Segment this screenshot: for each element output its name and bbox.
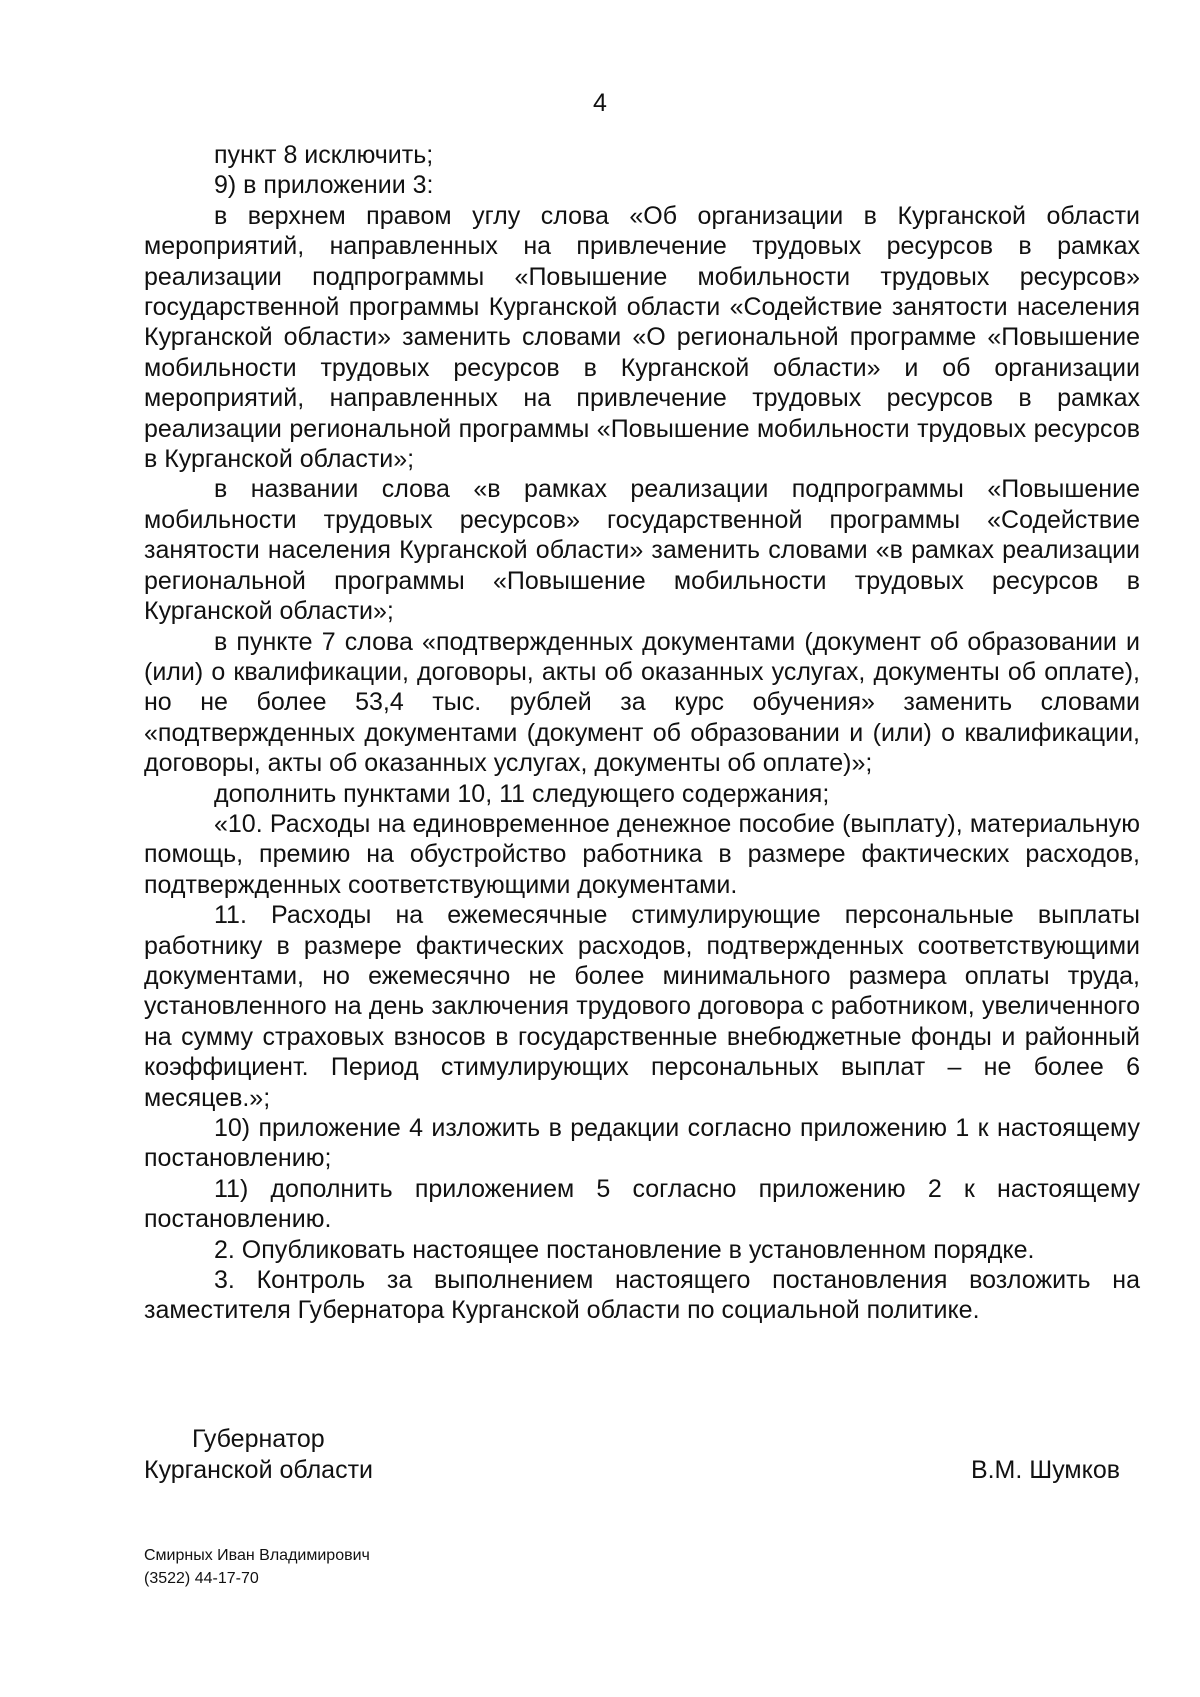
- signatory-title-line2: Курганской области: [144, 1456, 374, 1484]
- paragraph: в пункте 7 слова «подтвержденных документами (документ об образовании и (или) о квалификации, договоры, акты об оказанных услугах, документы об оплате), но не более 53,4 тыс. рублей за курс обучения» заменить словами «подтвержденных документами (документ об образовании и (или) о квалификации, договоры, акты об оказанных услугах, документы об оплате)»;: [144, 627, 1140, 778]
- paragraph: «10. Расходы на единовременное денежное пособие (выплату), материальную помощь, премию на обустройство работника в размере фактических расходов, подтвержденных соответствующими документами.: [144, 809, 1140, 899]
- signatory-title-line1: Губернатор: [192, 1425, 325, 1453]
- executor-phone: (3522) 44-17-70: [144, 1570, 259, 1587]
- paragraph: в названии слова «в рамках реализации подпрограммы «Повышение мобильности трудовых ресурсов» государственной программы «Содействие занятости населения Курганской области» заменить словами «в рамках реализации региональной программы «Повышение мобильности трудовых ресурсов в Курганской области»;: [144, 475, 1140, 626]
- document-body: [144, 140, 1140, 1326]
- paragraph: пункт 8 исключить;: [214, 141, 434, 169]
- executor-info: [144, 1544, 370, 1590]
- paragraph: 9) в приложении 3:: [214, 171, 434, 200]
- paragraph: 2. Опубликовать настоящее постановление в установленном порядке.: [214, 1235, 1035, 1264]
- paragraph: 10) приложение 4 изложить в редакции согласно приложению 1 к настоящему постановлению;: [144, 1114, 1140, 1173]
- executor-name: Смирных Иван Владимирович: [144, 1547, 370, 1564]
- signatory-name: В.М. Шумков: [970, 1456, 1120, 1484]
- paragraph: 3. Контроль за выполнением настоящего постановления возложить на заместителя Губернатора Курганской области по социальной политике.: [144, 1266, 1140, 1325]
- signature-block: [144, 1424, 1140, 1494]
- paragraph: дополнить пунктами 10, 11 следующего содержания;: [214, 779, 830, 808]
- paragraph: 11) дополнить приложением 5 согласно приложению 2 к настоящему постановлению.: [144, 1174, 1140, 1234]
- page-number: 4: [593, 89, 607, 117]
- paragraph: 11. Расходы на ежемесячные стимулирующие персональные выплаты работнику в размере фактических расходов, подтвержденных соответствующими документами, но ежемесячно не более минимального размера оплаты труда, установленного на день заключения трудового договора с работником, увеличенного на сумму страховых взносов в государственные внебюджетные фонды и районный коэффициент. Период стимулирующих персональных выплат – не более 6 месяцев.»;: [144, 901, 1140, 1112]
- paragraph: в верхнем правом углу слова «Об организации в Курганской области мероприятий, направленных на привлечение трудовых ресурсов в рамках реализации подпрограммы «Повышение мобильности трудовых ресурсов» государственной программы Курганской области «Содействие занятости населения Курганской области» заменить словами «О региональной программе «Повышение мобильности трудовых ресурсов в Курганской области» и об организации мероприятий, направленных на привлечение трудовых ресурсов в рамках реализации региональной программы «Повышение мобильности трудовых ресурсов в Курганской области»;: [144, 201, 1140, 474]
